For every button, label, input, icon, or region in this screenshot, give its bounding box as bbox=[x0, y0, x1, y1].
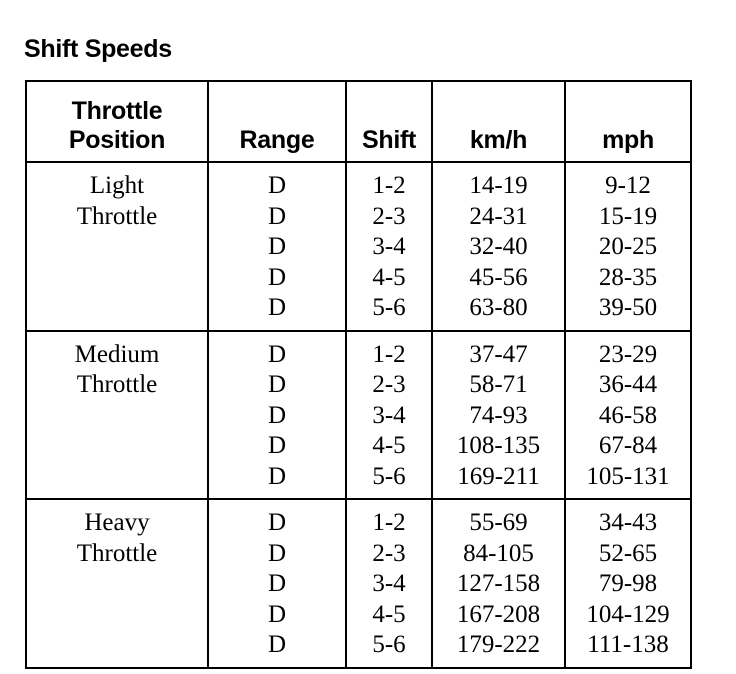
header-shift: Shift bbox=[346, 81, 432, 162]
shift-cell bbox=[346, 162, 432, 331]
mph-cell-value: 39-50 bbox=[598, 294, 658, 321]
kmh-cell-value: 84-105 bbox=[463, 539, 534, 567]
mph-cell bbox=[565, 331, 691, 500]
mph-cell-value: 111-138 bbox=[587, 631, 669, 658]
throttle-cell bbox=[26, 162, 208, 331]
table-row bbox=[26, 499, 691, 668]
page-title: Shift Speeds bbox=[24, 35, 172, 63]
range-cell-value: D bbox=[267, 233, 287, 260]
range-cell-value: D bbox=[267, 401, 287, 429]
kmh-cell bbox=[432, 162, 565, 331]
mph-cell-value: 28-35 bbox=[598, 263, 658, 291]
shift-cell-value: 4-5 bbox=[372, 263, 406, 291]
range-cell-value: D bbox=[267, 509, 287, 536]
shift-cell-value: 3-4 bbox=[372, 401, 406, 429]
range-cell-value: D bbox=[267, 263, 287, 291]
shift-cell-value: 2-3 bbox=[372, 202, 406, 230]
throttle-cell bbox=[26, 499, 208, 668]
range-cell-value: D bbox=[267, 202, 287, 230]
shift-cell-value: 2-3 bbox=[372, 539, 406, 567]
shift-cell-value: 5-6 bbox=[372, 294, 406, 321]
kmh-cell-value: 58-71 bbox=[469, 371, 528, 398]
kmh-cell-value: 179-222 bbox=[456, 631, 541, 658]
shift-cell-value: 5-6 bbox=[372, 462, 406, 490]
mph-cell-value: 104-129 bbox=[586, 600, 670, 628]
shift-cell-value: 3-4 bbox=[372, 570, 406, 597]
header-throttle-position bbox=[26, 81, 208, 162]
mph-cell-value: 79-98 bbox=[598, 570, 658, 597]
kmh-cell-value: 108-135 bbox=[456, 432, 541, 459]
mph-cell-value: 23-29 bbox=[598, 340, 658, 368]
shift-cell-value: 1-2 bbox=[372, 509, 406, 536]
range-cell-value: D bbox=[267, 600, 287, 628]
kmh-cell bbox=[432, 331, 565, 500]
throttle-cell bbox=[26, 331, 208, 500]
throttle-cell-value: Light bbox=[89, 172, 145, 199]
throttle-cell-value: Heavy bbox=[84, 509, 150, 536]
throttle-cell-value: Throttle bbox=[76, 371, 158, 398]
shift-cell-value: 3-4 bbox=[372, 233, 406, 260]
throttle-cell-value: Medium bbox=[74, 340, 160, 368]
range-cell-value: D bbox=[267, 172, 287, 199]
kmh-cell bbox=[432, 499, 565, 668]
shift-cell bbox=[346, 499, 432, 668]
kmh-cell-value: 74-93 bbox=[469, 401, 528, 429]
kmh-cell-value: 14-19 bbox=[469, 172, 528, 199]
range-cell-value: D bbox=[267, 294, 287, 321]
mph-cell bbox=[565, 499, 691, 668]
mph-cell-value: 34-43 bbox=[598, 509, 658, 536]
mph-cell-value: 46-58 bbox=[598, 401, 658, 429]
table-row bbox=[26, 162, 691, 331]
mph-cell-value: 36-44 bbox=[598, 371, 658, 398]
shift-speeds-table bbox=[25, 80, 692, 669]
kmh-cell-value: 55-69 bbox=[469, 509, 528, 536]
mph-cell-value: 9-12 bbox=[605, 172, 651, 199]
range-cell-value: D bbox=[267, 432, 287, 459]
header-kmh: km/h bbox=[432, 81, 565, 162]
shift-cell-value: 1-2 bbox=[372, 340, 406, 368]
throttle-cell-value: Throttle bbox=[76, 202, 158, 230]
shift-cell-value: 4-5 bbox=[372, 600, 406, 628]
kmh-cell-value: 45-56 bbox=[469, 263, 528, 291]
shift-cell bbox=[346, 331, 432, 500]
kmh-cell-value: 37-47 bbox=[469, 340, 528, 368]
range-cell-value: D bbox=[267, 340, 287, 368]
header-throttle-position-line: Throttle bbox=[71, 97, 163, 125]
header-row bbox=[26, 81, 691, 162]
range-cell-value: D bbox=[267, 462, 287, 490]
header-throttle-position-line: Position bbox=[68, 126, 166, 154]
shift-cell-value: 4-5 bbox=[372, 432, 406, 459]
shift-cell-value: 1-2 bbox=[372, 172, 406, 199]
mph-cell bbox=[565, 162, 691, 331]
kmh-cell-value: 169-211 bbox=[457, 462, 540, 490]
header-range: Range bbox=[208, 81, 346, 162]
range-cell-value: D bbox=[267, 539, 287, 567]
range-cell-value: D bbox=[267, 371, 287, 398]
kmh-cell-value: 127-158 bbox=[456, 570, 541, 597]
shift-cell-value: 5-6 bbox=[372, 631, 406, 658]
range-cell bbox=[208, 162, 346, 331]
shift-cell-value: 2-3 bbox=[372, 371, 406, 398]
range-cell-value: D bbox=[267, 631, 287, 658]
mph-cell-value: 20-25 bbox=[598, 233, 658, 260]
mph-cell-value: 15-19 bbox=[598, 202, 658, 230]
kmh-cell-value: 32-40 bbox=[469, 233, 528, 260]
kmh-cell-value: 24-31 bbox=[469, 202, 528, 230]
table-row bbox=[26, 331, 691, 500]
mph-cell-value: 52-65 bbox=[598, 539, 658, 567]
mph-cell-value: 67-84 bbox=[598, 432, 658, 459]
kmh-cell-value: 167-208 bbox=[456, 600, 541, 628]
throttle-cell-value: Throttle bbox=[76, 539, 158, 567]
header-mph: mph bbox=[565, 81, 691, 162]
range-cell bbox=[208, 331, 346, 500]
mph-cell-value: 105-131 bbox=[586, 462, 670, 490]
range-cell bbox=[208, 499, 346, 668]
kmh-cell-value: 63-80 bbox=[469, 294, 528, 321]
range-cell-value: D bbox=[267, 570, 287, 597]
